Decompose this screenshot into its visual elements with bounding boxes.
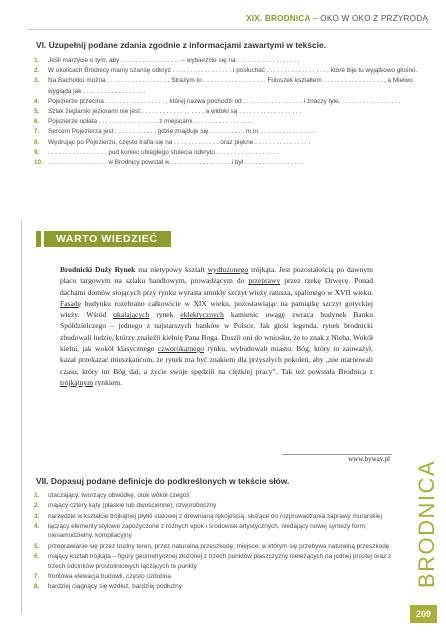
item-text: mający cztery kąty (płaskie lub dwuścienne); czworoboczny	[48, 502, 217, 510]
article-part: ma nietypowy kształt	[135, 265, 208, 274]
list-item	[34, 56, 418, 66]
item-number: 4.	[34, 522, 40, 530]
item-number: 5.	[34, 542, 40, 550]
side-rule	[21, 219, 22, 614]
list-item	[34, 117, 418, 127]
list-item	[34, 158, 418, 168]
exercise-7-list	[34, 491, 400, 592]
underlined-word: czworokątnego	[157, 344, 205, 354]
article-part: przez rzekę Drwęcę. Ponad dachami domów stojących przy rynku wyrasta smukły szczyt wieży ratusza, spalonego w XVII wieku.	[60, 276, 374, 297]
item-number: 5.	[34, 108, 40, 116]
item-number: 7.	[34, 572, 40, 580]
list-item	[34, 76, 418, 96]
chapter-subtitle: – OKO W OKO Z PRZYRODĄ	[313, 14, 428, 23]
list-item	[34, 542, 400, 552]
item-text: Pojezierze opłata . . . . . . . . . . . . . . . . . z miejscami . . . . . . . . . . . . . . . . .	[48, 118, 253, 126]
exercise-7-title: VII. Dopasuj podane definicje do podkreślonych w tekście słów.	[36, 476, 290, 486]
item-text: Sercem Pojezierza jest . . . . . . . . . . . , gdzie znajduje się . . . . . . . . . . m.in. . . . . . . . . . . . . . . . .	[48, 128, 317, 136]
article-part: rynku, wybudowali miasto. Bóg, który to zauważył, kazał przekazać mieszkańcom, że rynek ma być znakiem dla przyszłych pokoleń, aby „nie marnowali czasu, który im Bóg dał, a życie swoje spędzili na ciężkiej pracy”. Tak też powstała Brodnica z	[60, 344, 373, 376]
item-number: 2.	[34, 502, 40, 510]
item-number: 7.	[34, 128, 40, 136]
list-item	[34, 66, 418, 76]
list-item	[34, 148, 418, 158]
page-number: 209	[410, 605, 437, 623]
article-part: trójkąta. Jest pozostałością po dawnym placu targowym na szlaku handlowym, prowadzącym do	[60, 265, 374, 286]
warto-wiedziec-label: WARTO WIEDZIEĆ	[44, 231, 171, 247]
list-item	[34, 522, 400, 541]
list-item	[34, 107, 418, 117]
item-number: 10.	[34, 159, 43, 167]
list-item	[34, 552, 400, 571]
exercise-6-list	[34, 56, 418, 168]
item-number: 3.	[34, 512, 40, 520]
source-link[interactable]: www.byway.pl	[348, 455, 390, 463]
article-part: kamienic uwagę zwraca budynek Banku Spółdzielczego – jednego z najstarszych banków w Polsce. Jak głosi legenda, rynek brodnicki zbudowali ludzie, którzy znaleźli kielnię Pana Boga. Doszli oni do wniosku, że to znak z Nieba. Wokół kielni, jak wokół klasycznego	[60, 310, 373, 354]
item-number: 2.	[34, 67, 40, 75]
item-text: przeprawianie się przez trudny teren, przez naturalną przeszkodę; miejsce, w którym się przebywa naturalną przeszkodę	[48, 542, 390, 550]
article-text	[60, 264, 373, 388]
item-text: frontowa elewacja budowli, często ozdobna	[48, 572, 171, 580]
item-text: bardziej ciągnący się wzdłuż, bardziej podłużny	[48, 583, 182, 591]
underlined-word: trójkątnym	[60, 377, 94, 387]
running-header	[246, 14, 428, 23]
header-divider	[28, 29, 431, 30]
item-number: 4.	[34, 97, 40, 105]
list-item	[34, 512, 400, 522]
item-number: 6.	[34, 553, 40, 560]
item-text: narzędzie w kształcie trójkątnej płytki stalowej z drewnianą rękojeścią, służące do rozprowadzania zaprawy murarskiej	[48, 512, 382, 520]
list-item	[34, 138, 418, 148]
item-text: Pojezierze przecina . . . . . . . . . . . . . . . . . , której nazwa pochodzi od . . . . . . . . . . . . . . . . . i znaczy tyle, . . . . . . . . . . . . . . . . .	[48, 97, 401, 105]
item-text: mający kształt trójkąta – figury geometrycznej złożonej z trzech punktów płaszczyzny nieleżących na jednej prostej oraz z trzech odcinków prostoliniowych łączących te punkty	[48, 553, 392, 570]
item-text: Szlak żeglarski jeziorami nie jest . . . . . . . . . . . . . . . . . , a widoki są . . . . . . . . . . . . . . . . . .	[48, 108, 302, 116]
underlined-word: eklektycznych	[180, 310, 224, 320]
side-chapter-label: BRODNICA	[414, 459, 439, 588]
item-number: 8.	[34, 138, 40, 146]
item-text: . . . . . . . . . . . . . . . . . w Brodnicy powstał w . . . . . . . . . . . . . . . . . i był . . . . . . . . . . . . . . . . .	[48, 159, 304, 167]
chapter-label: XIX. BRODNICA	[246, 14, 311, 23]
article-part: rynek	[149, 310, 181, 320]
item-text: . . . . . . . . . . . . . . . . . pod koniec ubiegłego stulecia odkryto . . . . . . . . . . . . . . . . . .	[48, 148, 279, 156]
underlined-word: Fasadę	[60, 298, 81, 308]
underlined-word: wydłużonego	[207, 265, 249, 274]
item-number: 6.	[34, 118, 40, 126]
list-item	[34, 97, 418, 107]
underlined-word: okalających	[113, 310, 150, 320]
item-number: 8.	[34, 583, 40, 591]
exercise-6-title: VI. Uzupełnij podane zdania zgodnie z informacjami zawartymi w tekście.	[36, 40, 326, 50]
list-item	[34, 491, 400, 501]
item-number: 1.	[34, 492, 40, 499]
list-item	[34, 127, 418, 137]
item-text: Jeśli marzycie o tym, aby . . . . . . . . . . . . . . . . . – wybierzcie się na . . . . . . . . . . . . . . . . . .	[48, 57, 300, 64]
item-text: W okolicach Brodnicy mamy szansę odkryć . . . . . . . . . . . . . . . . . i posłuchać . . . . . . . . . . . . . . . . . , które bije tu wyjątkowo głośno.	[48, 67, 418, 75]
list-item	[34, 582, 400, 592]
underlined-word: przeprawy	[248, 276, 281, 286]
article-title: Brodnicki Duży Rynek	[60, 265, 136, 274]
list-item	[34, 501, 400, 511]
box-accent	[36, 231, 41, 247]
list-item	[34, 572, 400, 582]
item-number: 9.	[34, 148, 40, 156]
item-text: Na Bachotku można . . . . . . . . . . . . . . . . . . Strażym to . . . . . . . . . . . . . . . . . . Foluszek kształtem . . . . . . . . . . . . . . . . . , a Mielwo wygląda jak . . . . . . . . . . . . . . . . . .	[48, 77, 413, 95]
item-number: 3.	[34, 77, 40, 85]
article-part: budynku rozebrano całkowicie w XIX wieku, pozostawiając na pamiątkę szczyt gotyckiej wieży. Wśród	[60, 298, 373, 320]
item-text: Wędrując po Pojezierzu, często trafia się na . . . . . . . . . . . . . oraz piękne . . . . . . . . . . . . . . . .	[48, 138, 311, 146]
item-text: otaczający, tworzący obwódkę, otok wokół czegoś	[48, 492, 190, 499]
article-part: rynkiem.	[93, 377, 123, 387]
item-number: 1.	[34, 57, 40, 64]
item-text: łączący elementy stylowe zapożyczone z różnych epok i środowisk artystycznych, niedający nowej syntezy form; niesamodzielny, kompilacyjny	[48, 522, 367, 540]
